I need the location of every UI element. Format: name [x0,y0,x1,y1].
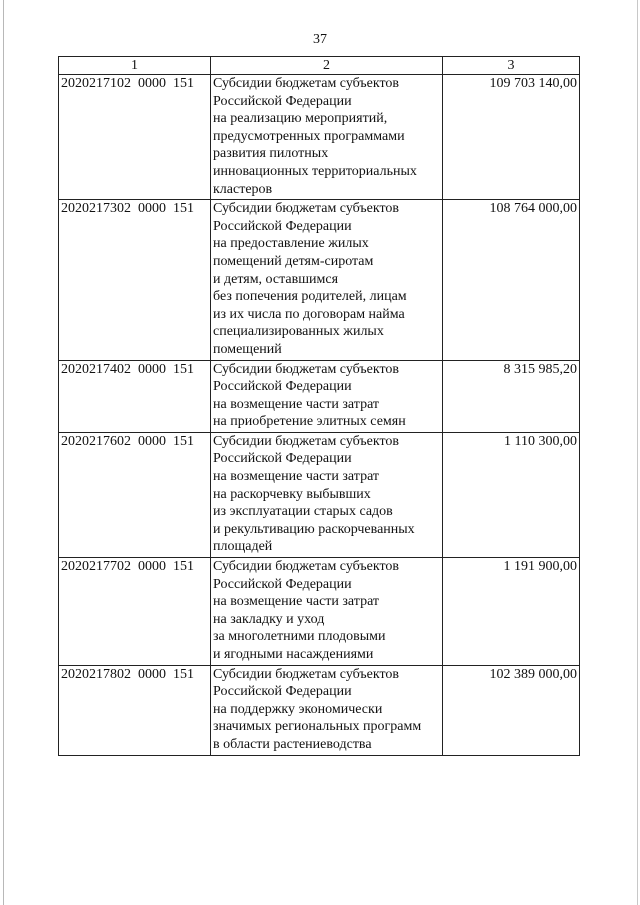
description-line: специализированных жилых [213,324,384,340]
description-line: на раскорчевку выбывших [213,486,371,502]
budget-table [58,56,580,756]
column-header-1: 1 [59,57,211,75]
budget-code-cell: 2020217102 0000 151 [59,75,211,200]
table-row [59,360,580,432]
table-row [59,665,580,755]
description-line: на возмещение части затрат [213,396,380,412]
description-line: на возмещение части затрат [213,469,380,485]
description-line: Российской Федерации [213,93,352,109]
amount-cell: 8 315 985,20 [443,360,580,432]
table-row [59,75,580,200]
description-line: развития пилотных [213,146,329,162]
description-line: площадей [213,539,273,555]
budget-code-cell: 2020217702 0000 151 [59,558,211,666]
description-cell [211,360,443,432]
description-line: Субсидии бюджетам субъектов [213,361,400,377]
table-row [59,558,580,666]
description-line: предусмотренных программами [213,128,405,144]
description-line: из эксплуатации старых садов [213,504,393,520]
page-edge-left [3,0,4,905]
description-line: Российской Федерации [213,451,352,467]
column-header-3: 3 [443,57,580,75]
description-cell [211,432,443,557]
description-line: значимых региональных программ [213,719,422,735]
description-line: и ягодными насаждениями [213,647,374,662]
budget-code-cell: 2020217802 0000 151 [59,665,211,755]
table-body [59,75,580,756]
description-line: на поддержку экономически [213,701,383,717]
description-line: помещений [213,341,282,357]
description-line: и рекультивацию раскорчеванных [213,521,415,537]
description-line: помещений детям-сиротам [213,253,374,269]
description-line: на закладку и уход [213,611,325,627]
table-header-row [59,57,580,75]
page-number: 37 [313,32,327,47]
table-row [59,200,580,360]
table-row [59,432,580,557]
description-line: в области растениеводства [213,736,372,752]
amount-cell: 1 110 300,00 [443,432,580,557]
description-line: Субсидии бюджетам субъектов [213,76,400,91]
description-line: Субсидии бюджетам субъектов [213,433,400,449]
description-line: без попечения родителей, лицам [213,289,407,305]
amount-cell: 1 191 900,00 [443,558,580,666]
page-edge-right [637,0,638,905]
description-line: Субсидии бюджетам субъектов [213,201,400,217]
budget-code-cell: 2020217302 0000 151 [59,200,211,360]
description-line: инновационных территориальных [213,163,417,179]
amount-cell: 108 764 000,00 [443,200,580,360]
budget-code-cell: 2020217402 0000 151 [59,360,211,432]
description-line: Российской Федерации [213,684,352,700]
description-cell [211,200,443,360]
description-line: на возмещение части затрат [213,594,380,610]
description-line: на предоставление жилых [213,236,369,252]
description-line: и детям, оставшимся [213,271,339,287]
description-line: Российской Федерации [213,218,352,234]
description-cell [211,558,443,666]
description-line: Российской Федерации [213,576,352,592]
description-line: на приобретение элитных семян [213,414,406,430]
description-line: за многолетними плодовыми [213,629,386,645]
budget-code-cell: 2020217602 0000 151 [59,432,211,557]
description-cell [211,75,443,200]
description-line: кластеров [213,181,273,197]
description-line: из их числа по договорам найма [213,306,405,322]
column-header-2: 2 [211,57,443,75]
description-line: Субсидии бюджетам субъектов [213,559,400,575]
description-line: Субсидии бюджетам субъектов [213,666,400,682]
description-cell [211,665,443,755]
amount-cell: 109 703 140,00 [443,75,580,200]
description-line: Российской Федерации [213,379,352,395]
description-line: на реализацию мероприятий, [213,111,388,127]
amount-cell: 102 389 000,00 [443,665,580,755]
